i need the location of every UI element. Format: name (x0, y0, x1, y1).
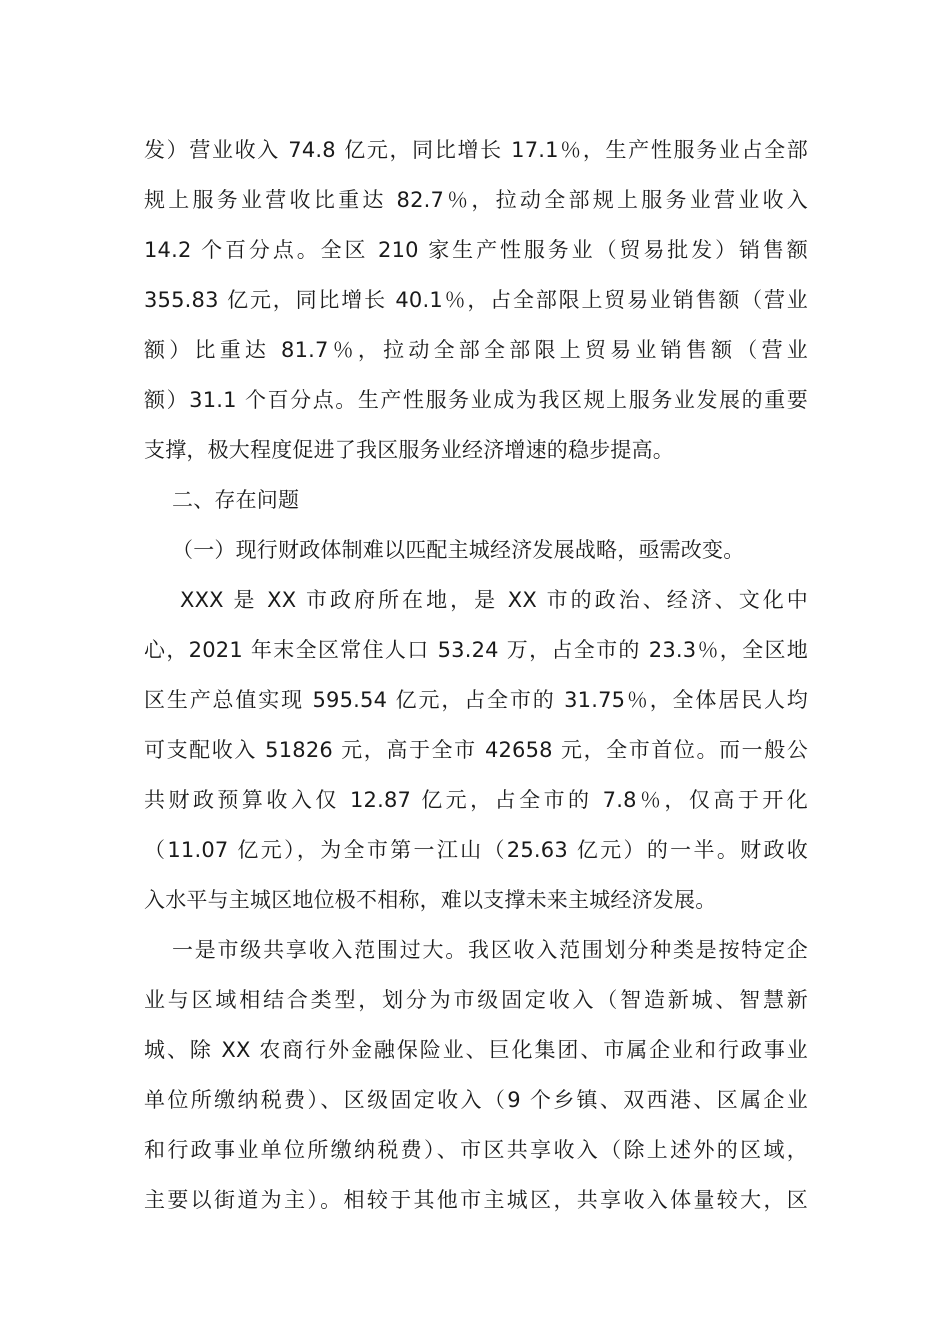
paragraph-line: 城、除 XX 农商行外金融保险业、巨化集团、市属企业和行政事业 (144, 1038, 808, 1062)
paragraph-line: 额）比重达 81.7％，拉动全部全部限上贸易业销售额（营业 (144, 338, 808, 362)
paragraph-line: 入水平与主城区地位极不相称，难以支撑未来主城经济发展。 (144, 888, 717, 912)
paragraph-line: （11.07 亿元），为全市第一江山（25.63 亿元）的一半。财政收 (144, 838, 808, 862)
paragraph-line: 发）营业收入 74.8 亿元，同比增长 17.1％，生产性服务业占全部 (144, 138, 808, 162)
paragraph-line: 心，2021 年末全区常住人口 53.24 万，占全市的 23.3％，全区地 (144, 638, 808, 662)
paragraph-line: 规上服务业营收比重达 82.7％，拉动全部规上服务业营业收入 (144, 188, 808, 212)
paragraph-line: 主要以街道为主）。相较于其他市主城区，共享收入体量较大，区 (144, 1188, 808, 1212)
paragraph-line: 和行政事业单位所缴纳税费）、市区共享收入（除上述外的区域， (144, 1138, 808, 1162)
paragraph-line: 355.83 亿元，同比增长 40.1％，占全部限上贸易业销售额（营业 (144, 288, 808, 312)
paragraph-line: 额）31.1 个百分点。生产性服务业成为我区规上服务业发展的重要 (144, 388, 808, 412)
paragraph-line: 区生产总值实现 595.54 亿元，占全市的 31.75％，全体居民人均 (144, 688, 808, 712)
paragraph-line: XXX 是 XX 市政府所在地，是 XX 市的政治、经济、文化中 (180, 588, 808, 612)
paragraph-line: 14.2 个百分点。全区 210 家生产性服务业（贸易批发）销售额 (144, 238, 808, 262)
paragraph-line: 可支配收入 51826 元，高于全市 42658 元，全市首位。而一般公 (144, 738, 808, 762)
subsection-heading: （一）现行财政体制难以匹配主城经济发展战略，亟需改变。 (172, 538, 745, 562)
paragraph-line: 一是市级共享收入范围过大。我区收入范围划分种类是按特定企 (172, 938, 808, 962)
paragraph-line: 单位所缴纳税费）、区级固定收入（9 个乡镇、双西港、区属企业 (144, 1088, 808, 1112)
section-heading: 二、存在问题 (172, 488, 300, 512)
paragraph-line: 共财政预算收入仅 12.87 亿元，占全市的 7.8％，仅高于开化 (144, 788, 808, 812)
paragraph-line: 业与区域相结合类型，划分为市级固定收入（智造新城、智慧新 (144, 988, 808, 1012)
paragraph-line: 支撑，极大程度促进了我区服务业经济增速的稳步提高。 (144, 438, 674, 462)
